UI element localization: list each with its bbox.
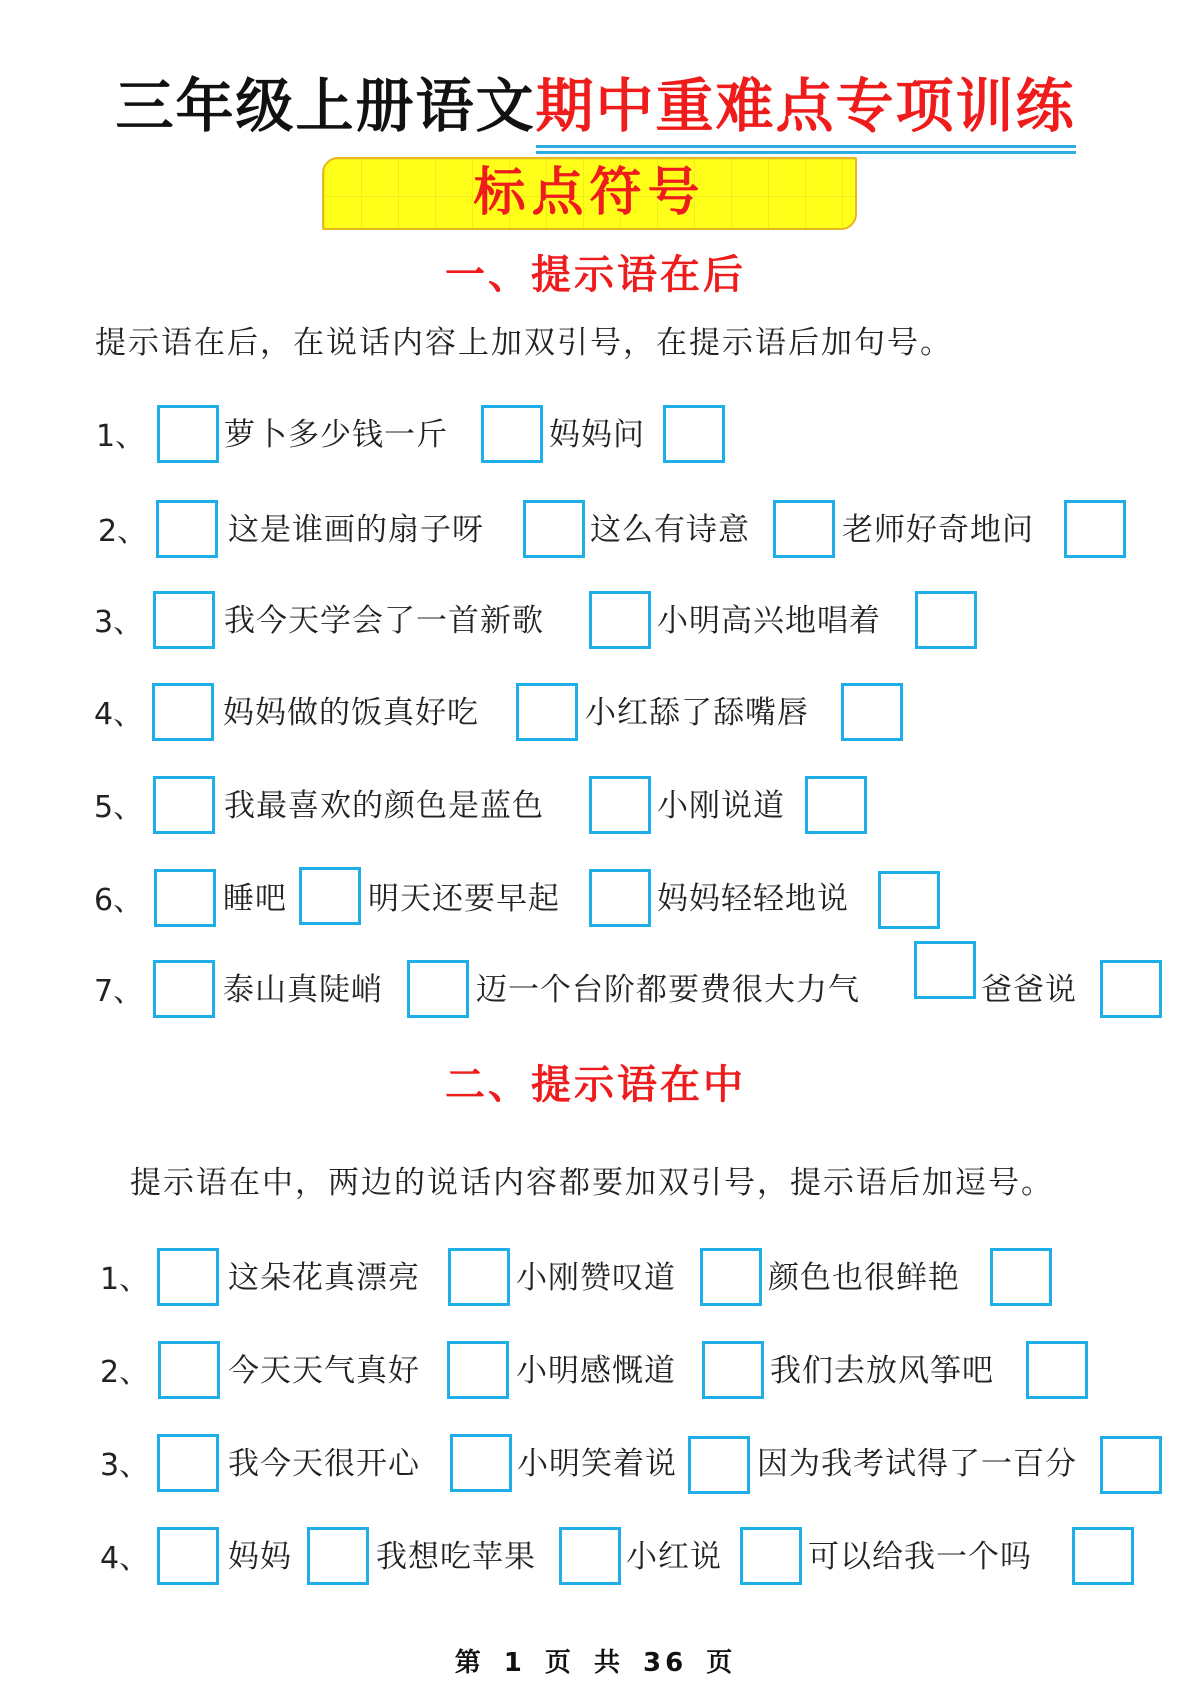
sentence-segment: 泰山真陡峭 [223,972,383,1008]
sentence-segment: 妈妈轻轻地说 [657,881,849,917]
question-row [0,960,1191,1030]
question-row [0,869,1191,939]
answer-box[interactable] [299,867,361,925]
sentence-segment: 我们去放风筝吧 [770,1353,994,1389]
answer-box[interactable] [700,1248,762,1306]
sentence-segment: 睡吧 [223,881,287,917]
answer-box[interactable] [156,500,218,558]
answer-box[interactable] [1064,500,1126,558]
answer-box[interactable] [589,869,651,927]
question-number: 4、 [94,697,144,732]
question-row [0,776,1191,846]
answer-box[interactable] [447,1341,509,1399]
answer-box[interactable] [523,500,585,558]
answer-box[interactable] [1100,960,1162,1018]
answer-box[interactable] [153,591,215,649]
answer-box[interactable] [448,1248,510,1306]
sentence-segment: 老师好奇地问 [842,512,1034,548]
question-number: 5、 [94,790,144,825]
question-row [0,1248,1191,1318]
answer-box[interactable] [158,1341,220,1399]
answer-box[interactable] [589,776,651,834]
sentence-segment: 我想吃苹果 [376,1539,536,1575]
answer-box[interactable] [878,871,940,929]
sentence-segment: 因为我考试得了一百分 [757,1446,1077,1482]
answer-box[interactable] [152,683,214,741]
answer-box[interactable] [773,500,835,558]
sentence-segment: 小明高兴地唱着 [657,603,881,639]
sentence-segment: 妈妈做的饭真好吃 [223,695,479,731]
section-1-instruction: 提示语在后，在说话内容上加双引号，在提示语后加句号。 [95,325,953,361]
answer-box[interactable] [589,591,651,649]
sentence-segment: 明天还要早起 [368,881,560,917]
answer-box[interactable] [450,1434,512,1492]
sentence-segment: 小刚赞叹道 [516,1260,676,1296]
answer-box[interactable] [559,1527,621,1585]
answer-box[interactable] [157,405,219,463]
answer-box[interactable] [153,776,215,834]
sentence-segment: 小明笑着说 [517,1446,677,1482]
answer-box[interactable] [702,1341,764,1399]
sentence-segment: 可以给我一个吗 [808,1539,1032,1575]
page-number-footer: 第 1 页 共 36 页 [454,1648,737,1678]
answer-box[interactable] [1072,1527,1134,1585]
answer-box[interactable] [805,776,867,834]
question-number: 1、 [96,419,146,454]
question-row [0,405,1191,475]
answer-box[interactable] [990,1248,1052,1306]
answer-box[interactable] [157,1434,219,1492]
sentence-segment: 妈妈 [228,1539,292,1575]
sentence-segment: 爸爸说 [981,972,1077,1008]
topic-banner [322,157,857,230]
sentence-segment: 我最喜欢的颜色是蓝色 [224,788,544,824]
answer-box[interactable] [915,591,977,649]
sentence-segment: 妈妈问 [549,417,645,453]
answer-box[interactable] [1100,1436,1162,1494]
sentence-segment: 今天天气真好 [228,1353,420,1389]
question-row [0,1527,1191,1597]
section-heading-2: 二、提示语在中 [445,1062,746,1108]
answer-box[interactable] [841,683,903,741]
sentence-segment: 这朵花真漂亮 [228,1260,420,1296]
question-number: 1、 [100,1262,150,1297]
question-number: 2、 [100,1355,150,1390]
answer-box[interactable] [688,1436,750,1494]
answer-box[interactable] [157,1248,219,1306]
sentence-segment: 迈一个台阶都要费很大力气 [476,972,860,1008]
sentence-segment: 这么有诗意 [590,512,750,548]
sentence-segment: 这是谁画的扇子呀 [228,512,484,548]
question-number: 2、 [98,514,148,549]
sentence-segment: 颜色也很鲜艳 [768,1260,960,1296]
title-topic: 期中重难点专项训练 [536,68,1076,144]
question-number: 7、 [94,974,144,1009]
answer-box[interactable] [914,941,976,999]
sentence-segment: 萝卜多少钱一斤 [224,417,448,453]
question-number: 6、 [94,883,144,918]
answer-box[interactable] [307,1527,369,1585]
answer-box[interactable] [481,405,543,463]
sentence-segment: 我今天学会了一首新歌 [224,603,544,639]
question-number: 3、 [100,1448,150,1483]
question-row [0,591,1191,661]
question-row [0,1434,1191,1504]
page-title [0,68,1191,144]
sentence-segment: 我今天很开心 [228,1446,420,1482]
answer-box[interactable] [154,869,216,927]
sentence-segment: 小明感慨道 [516,1353,676,1389]
question-number: 4、 [100,1541,150,1576]
title-grade-subject: 三年级上册语文 [115,72,536,140]
sentence-segment: 小红舔了舔嘴唇 [585,695,809,731]
question-row [0,500,1191,570]
answer-box[interactable] [516,683,578,741]
section-2-instruction: 提示语在中，两边的说话内容都要加双引号，提示语后加逗号。 [130,1165,1054,1201]
sentence-segment: 小红说 [626,1539,722,1575]
sentence-segment: 小刚说道 [657,788,785,824]
question-row [0,683,1191,753]
answer-box[interactable] [153,960,215,1018]
banner-label: 标点符号 [473,163,706,223]
question-number: 3、 [94,605,144,640]
section-heading-1: 一、提示语在后 [445,252,746,298]
answer-box[interactable] [407,960,469,1018]
answer-box[interactable] [1026,1341,1088,1399]
answer-box[interactable] [663,405,725,463]
question-row [0,1341,1191,1411]
answer-box[interactable] [157,1527,219,1585]
answer-box[interactable] [740,1527,802,1585]
